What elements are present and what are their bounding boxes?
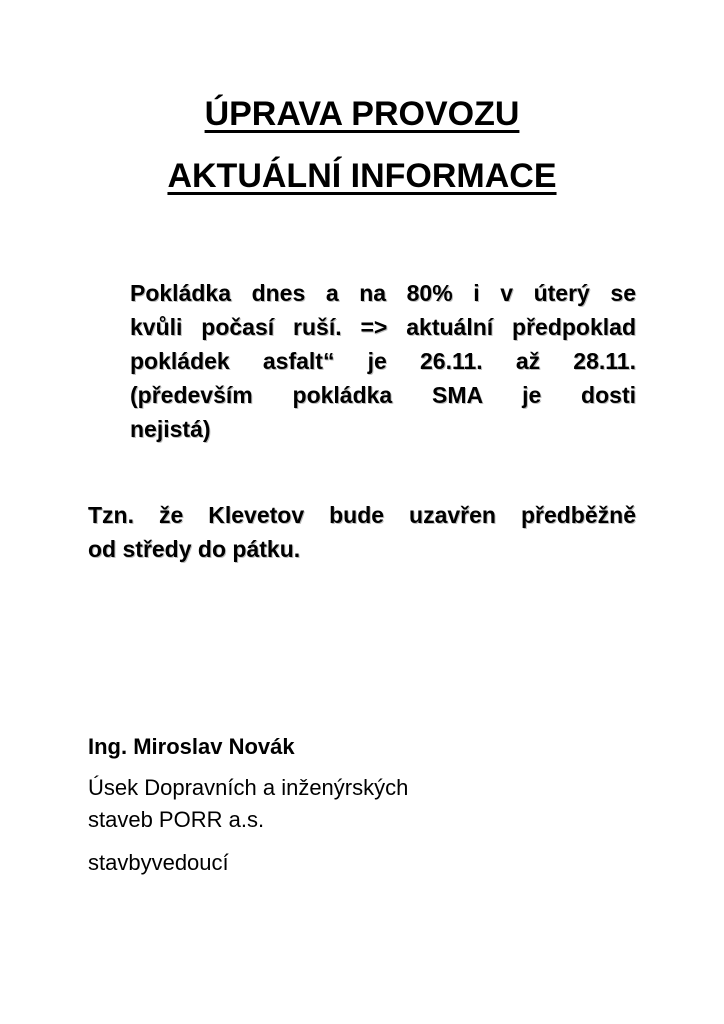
closure-line-1: Tzn. že Klevetov bude uzavřen předběžně xyxy=(88,502,636,528)
notice-paragraph xyxy=(130,276,636,446)
notice-line-3: pokládek asfalt“ je 26.11. až 28.11. xyxy=(130,348,636,374)
signature-department xyxy=(88,772,648,836)
signature-name: Ing. Miroslav Novák xyxy=(88,734,295,759)
closure-line-2: od středy do pátku. xyxy=(88,536,301,562)
notice-line-1: Pokládka dnes a na 80% i v úterý se xyxy=(130,280,636,306)
signature-role: stavbyvedoucí xyxy=(88,850,229,875)
closure-paragraph xyxy=(88,498,636,566)
signature-block xyxy=(88,732,648,878)
notice-line-2: kvůli počasí ruší. => aktuální předpoklad xyxy=(130,314,636,340)
notice-line-4: (především pokládka SMA je dosti xyxy=(130,382,636,408)
notice-line-5: nejistá) xyxy=(130,416,211,442)
heading-line-1: ÚPRAVA PROVOZU xyxy=(204,95,520,133)
heading-line-2: AKTUÁLNÍ INFORMACE xyxy=(167,157,557,195)
signature-department-line-1: Úsek Dopravních a inženýrských xyxy=(88,775,409,800)
signature-department-line-2: staveb PORR a.s. xyxy=(88,807,265,832)
